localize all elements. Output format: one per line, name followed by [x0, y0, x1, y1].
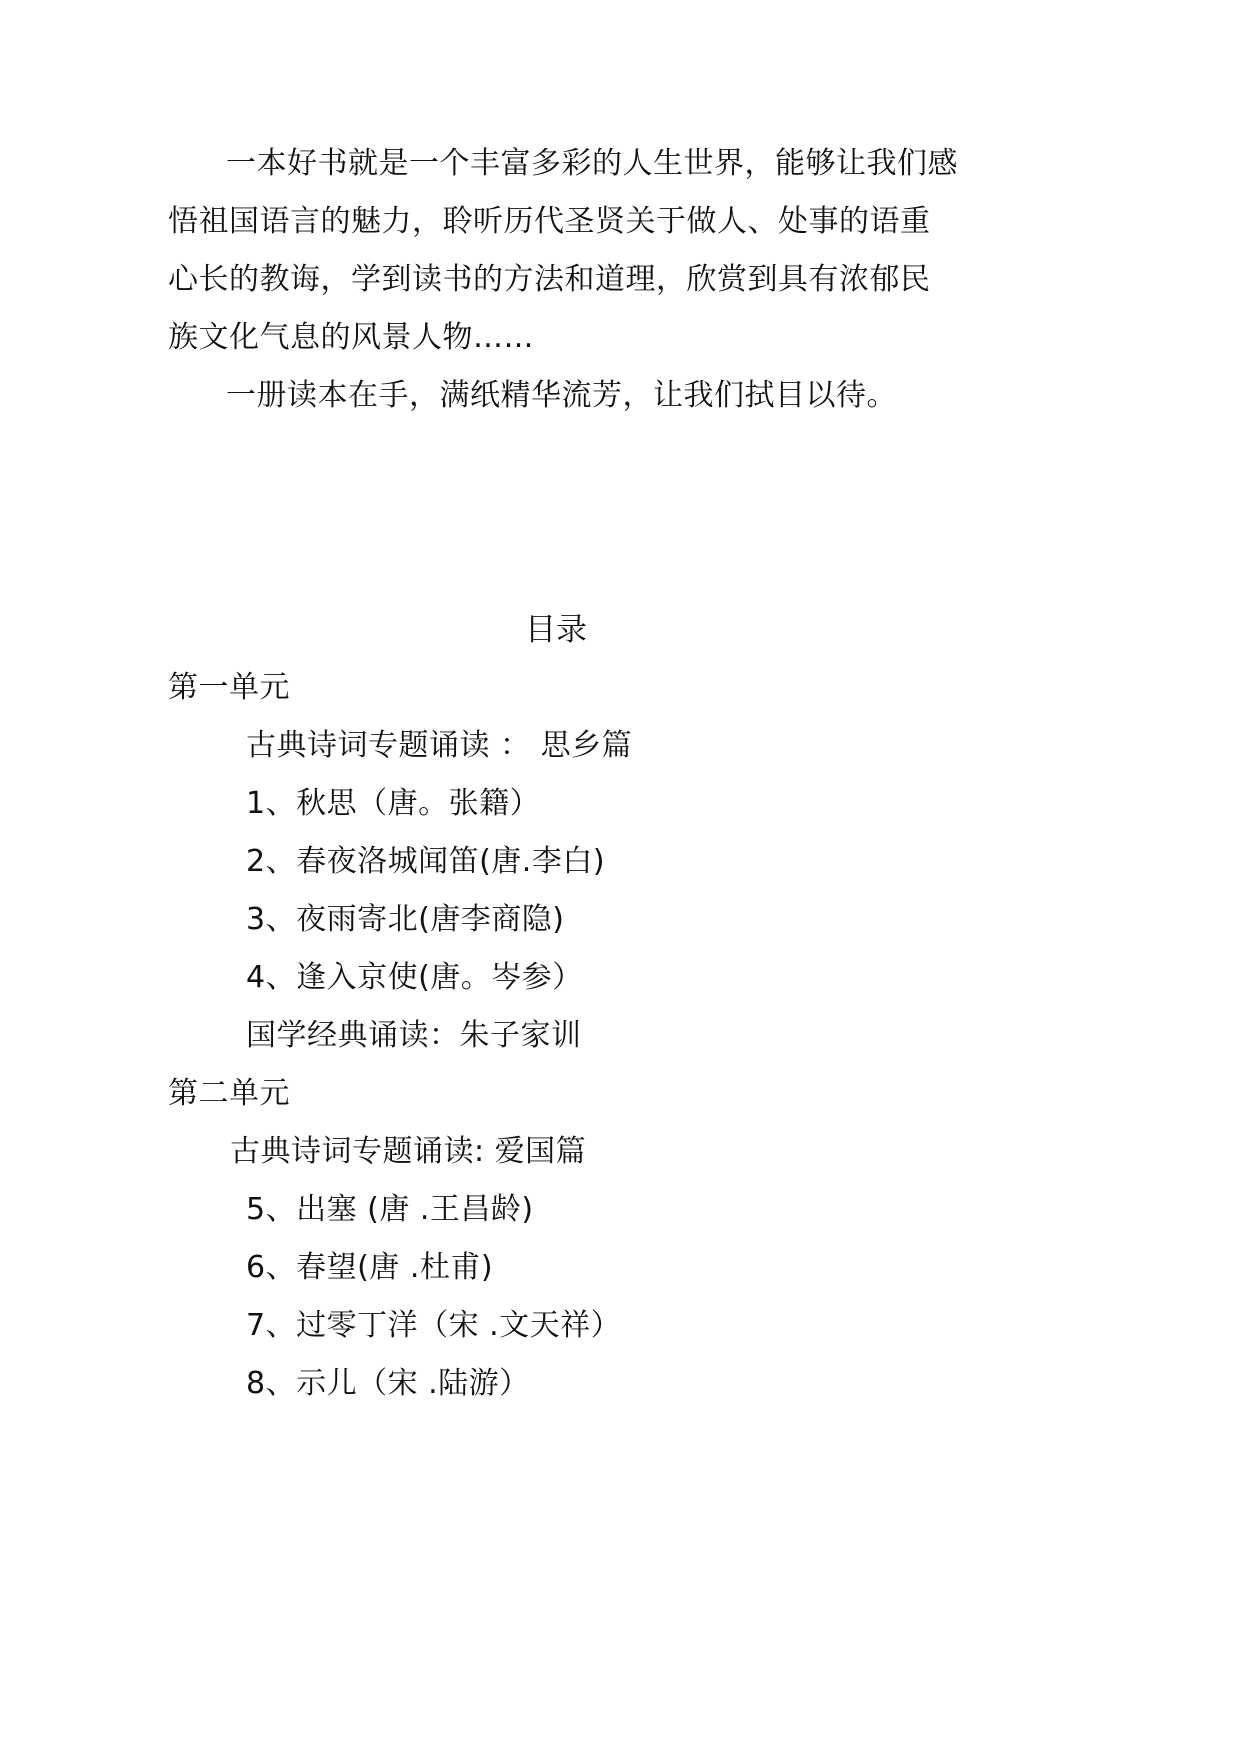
unit1-item-4: 4、逢入京使(唐。岑参）	[246, 960, 583, 995]
preface-line-2: 悟祖国语言的魅力，聆听历代圣贤关于做人、处事的语重	[168, 204, 931, 239]
preface-line-1: 一本好书就是一个丰富多彩的人生世界，能够让我们感	[226, 146, 958, 181]
unit1-heading: 第一单元	[168, 670, 290, 705]
unit2-heading: 第二单元	[168, 1076, 290, 1111]
toc-title: 目录	[525, 612, 587, 648]
unit2-item-8: 8、示儿（宋 .陆游）	[246, 1366, 530, 1401]
unit2-item-6: 6、春望(唐 .杜甫)	[246, 1250, 494, 1285]
unit2-item-5: 5、出塞 (唐 .王昌龄)	[246, 1192, 534, 1227]
unit1-item-3: 3、夜雨寄北(唐李商隐)	[246, 902, 565, 937]
unit1-classic: 国学经典诵读：朱子家训	[246, 1018, 582, 1053]
unit1-item-1: 1、秋思（唐。张籍）	[246, 786, 541, 821]
unit1-topic: 古典诗词专题诵读 ： 思乡篇	[246, 728, 633, 763]
unit1-item-2: 2、春夜洛城闻笛(唐.李白)	[246, 844, 606, 879]
unit2-item-7: 7、过零丁洋（宋 .文天祥）	[246, 1308, 622, 1343]
unit2-topic: 古典诗词专题诵读: 爱国篇	[230, 1134, 587, 1169]
preface-line-3: 心长的教诲，学到读书的方法和道理，欣赏到具有浓郁民	[168, 262, 931, 297]
preface-line-5: 一册读本在手，满纸精华流芳，让我们拭目以待。	[226, 378, 897, 413]
preface-line-4: 族文化气息的风景人物……	[168, 320, 534, 355]
